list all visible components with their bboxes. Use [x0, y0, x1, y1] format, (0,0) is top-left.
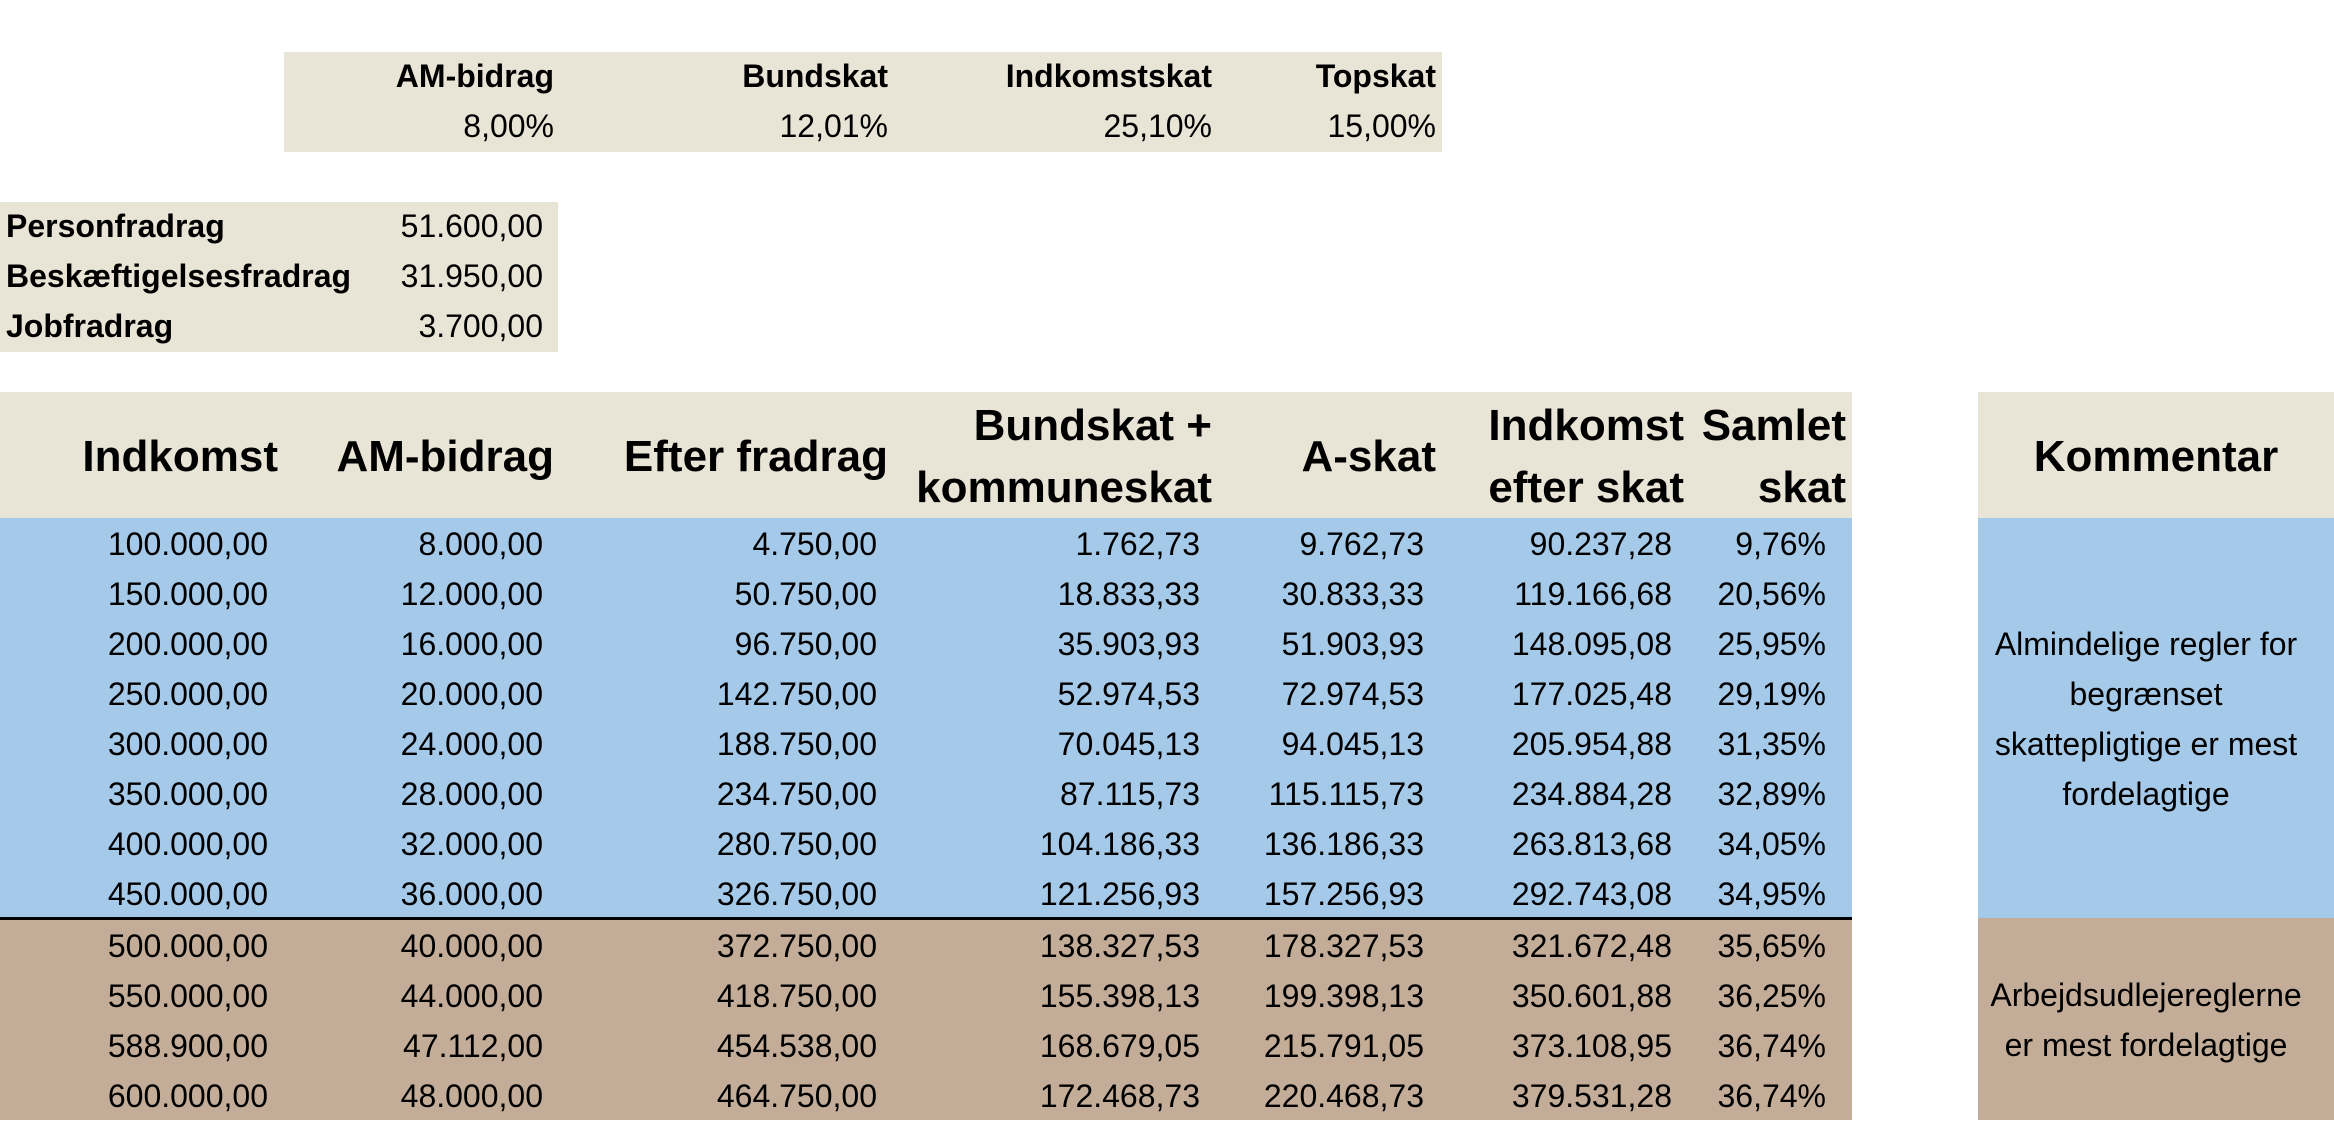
cell-a-skat: 157.256,93 — [1263, 876, 1424, 912]
deduction-value-beskaeftigelsesfradrag: 31.950,00 — [400, 258, 543, 294]
cell-am-bidrag: 32.000,00 — [400, 826, 543, 862]
cell-a-skat: 9.762,73 — [1299, 526, 1424, 562]
deduction-label-beskaeftigelsesfradrag: Beskæftigelsesfradrag — [6, 258, 352, 294]
cell-efter-fradrag: 188.750,00 — [716, 726, 877, 762]
cell-efter-fradrag: 4.750,00 — [752, 526, 877, 562]
cell-indkomst-efter-skat: 177.025,48 — [1511, 676, 1672, 712]
cell-a-skat: 220.468,73 — [1263, 1078, 1424, 1114]
cell-indkomst: 350.000,00 — [107, 776, 268, 812]
cell-indkomst: 100.000,00 — [107, 526, 268, 562]
cell-efter-fradrag: 464.750,00 — [716, 1078, 877, 1114]
cell-a-skat: 215.791,05 — [1263, 1028, 1424, 1064]
deduction-value-jobfradrag: 3.700,00 — [418, 308, 543, 344]
header-bundskat-line2: kommuneskat — [916, 463, 1212, 512]
rate-value-indkomstskat: 25,10% — [1103, 108, 1212, 144]
cell-indkomst: 600.000,00 — [107, 1078, 268, 1114]
header-samlet-line2: skat — [1757, 463, 1846, 512]
cell-indkomst: 450.000,00 — [107, 876, 268, 912]
cell-indkomst-efter-skat: 234.884,28 — [1511, 776, 1672, 812]
cell-am-bidrag: 44.000,00 — [400, 978, 543, 1014]
deduction-value-personfradrag: 51.600,00 — [400, 208, 543, 244]
comment-blue-line: begrænset — [2069, 676, 2223, 712]
cell-indkomst-efter-skat: 148.095,08 — [1511, 626, 1672, 662]
rate-value-bundskat: 12,01% — [779, 108, 888, 144]
cell-indkomst-efter-skat: 350.601,88 — [1511, 978, 1672, 1014]
cell-a-skat: 94.045,13 — [1281, 726, 1424, 762]
comment-blue-line: fordelagtige — [2062, 776, 2230, 812]
cell-am-bidrag: 24.000,00 — [400, 726, 543, 762]
cell-indkomst-efter-skat: 292.743,08 — [1511, 876, 1672, 912]
header-samlet-line1: Samlet — [1701, 401, 1846, 450]
comment-blue-line: Almindelige regler for — [1994, 626, 2298, 662]
cell-samlet-skat: 29,19% — [1717, 676, 1826, 712]
cell-indkomst: 250.000,00 — [107, 676, 268, 712]
cell-bundskat-kommuneskat: 168.679,05 — [1039, 1028, 1200, 1064]
cell-samlet-skat: 36,25% — [1717, 978, 1826, 1014]
cell-bundskat-kommuneskat: 52.974,53 — [1057, 676, 1200, 712]
cell-am-bidrag: 47.112,00 — [403, 1028, 543, 1064]
cell-am-bidrag: 12.000,00 — [400, 576, 543, 612]
cell-efter-fradrag: 234.750,00 — [716, 776, 877, 812]
cell-am-bidrag: 16.000,00 — [400, 626, 543, 662]
cell-efter-fradrag: 454.538,00 — [716, 1028, 877, 1064]
cell-efter-fradrag: 418.750,00 — [716, 978, 877, 1014]
cell-efter-fradrag: 50.750,00 — [734, 576, 877, 612]
cell-bundskat-kommuneskat: 18.833,33 — [1057, 576, 1200, 612]
cell-samlet-skat: 34,05% — [1717, 826, 1826, 862]
rate-header-indkomstskat: Indkomstskat — [1005, 58, 1212, 94]
comment-blue-line: skattepligtige er mest — [1994, 726, 2298, 762]
comment-brown-line: Arbejdsudlejereglerne — [1990, 977, 2302, 1013]
cell-bundskat-kommuneskat: 138.327,53 — [1039, 928, 1200, 964]
cell-a-skat: 115.115,73 — [1268, 776, 1424, 812]
header-indkomst-efter-line2: efter skat — [1488, 463, 1684, 512]
header-indkomst: Indkomst — [82, 432, 278, 481]
cell-bundskat-kommuneskat: 155.398,13 — [1039, 978, 1200, 1014]
cell-indkomst: 500.000,00 — [107, 928, 268, 964]
header-kommentar: Kommentar — [2033, 432, 2279, 481]
cell-bundskat-kommuneskat: 87.115,73 — [1060, 776, 1200, 812]
cell-am-bidrag: 8.000,00 — [418, 526, 543, 562]
cell-efter-fradrag: 142.750,00 — [716, 676, 877, 712]
cell-indkomst: 400.000,00 — [107, 826, 268, 862]
cell-efter-fradrag: 96.750,00 — [734, 626, 877, 662]
rate-value-topskat: 15,00% — [1327, 108, 1436, 144]
cell-a-skat: 178.327,53 — [1263, 928, 1424, 964]
header-efter-fradrag: Efter fradrag — [623, 432, 888, 481]
cell-bundskat-kommuneskat: 172.468,73 — [1039, 1078, 1200, 1114]
cell-am-bidrag: 28.000,00 — [400, 776, 543, 812]
cell-samlet-skat: 36,74% — [1717, 1028, 1826, 1064]
cell-a-skat: 199.398,13 — [1263, 978, 1424, 1014]
cell-efter-fradrag: 280.750,00 — [716, 826, 877, 862]
header-am-bidrag: AM-bidrag — [336, 432, 554, 481]
comment-blue-text — [1978, 619, 2314, 819]
cell-indkomst-efter-skat: 205.954,88 — [1511, 726, 1672, 762]
cell-indkomst-efter-skat: 373.108,95 — [1511, 1028, 1672, 1064]
cell-samlet-skat: 9,76% — [1735, 526, 1826, 562]
cell-samlet-skat: 34,95% — [1717, 876, 1826, 912]
cell-bundskat-kommuneskat: 35.903,93 — [1057, 626, 1200, 662]
cell-am-bidrag: 48.000,00 — [400, 1078, 543, 1114]
cell-indkomst: 550.000,00 — [107, 978, 268, 1014]
comment-brown-line: er mest fordelagtige — [2004, 1027, 2288, 1063]
cell-samlet-skat: 25,95% — [1717, 626, 1826, 662]
cell-indkomst: 300.000,00 — [107, 726, 268, 762]
header-bundskat-line1: Bundskat + — [973, 401, 1212, 450]
cell-a-skat: 136.186,33 — [1263, 826, 1424, 862]
cell-indkomst-efter-skat: 379.531,28 — [1511, 1078, 1672, 1114]
cell-samlet-skat: 31,35% — [1717, 726, 1826, 762]
header-a-skat: A-skat — [1301, 432, 1436, 481]
cell-am-bidrag: 40.000,00 — [400, 928, 543, 964]
cell-a-skat: 30.833,33 — [1281, 576, 1424, 612]
cell-am-bidrag: 36.000,00 — [400, 876, 543, 912]
cell-indkomst-efter-skat: 119.166,68 — [1514, 576, 1672, 612]
cell-bundskat-kommuneskat: 104.186,33 — [1039, 826, 1200, 862]
cell-indkomst-efter-skat: 263.813,68 — [1511, 826, 1672, 862]
cell-am-bidrag: 20.000,00 — [400, 676, 543, 712]
cell-indkomst: 588.900,00 — [107, 1028, 268, 1064]
rate-header-topskat: Topskat — [1315, 58, 1436, 94]
cell-bundskat-kommuneskat: 1.762,73 — [1075, 526, 1200, 562]
cell-samlet-skat: 35,65% — [1717, 928, 1826, 964]
comment-brown-text — [1978, 970, 2314, 1070]
rate-header-am-bidrag: AM-bidrag — [395, 58, 554, 94]
cell-samlet-skat: 20,56% — [1717, 576, 1826, 612]
cell-a-skat: 51.903,93 — [1281, 626, 1424, 662]
rate-header-bundskat: Bundskat — [742, 58, 888, 94]
deduction-label-personfradrag: Personfradrag — [6, 208, 225, 244]
cell-efter-fradrag: 326.750,00 — [716, 876, 877, 912]
cell-indkomst-efter-skat: 321.672,48 — [1511, 928, 1672, 964]
rate-value-am-bidrag: 8,00% — [463, 108, 554, 144]
header-indkomst-efter-line1: Indkomst — [1488, 401, 1684, 450]
cell-samlet-skat: 32,89% — [1717, 776, 1826, 812]
cell-bundskat-kommuneskat: 70.045,13 — [1057, 726, 1200, 762]
cell-samlet-skat: 36,74% — [1717, 1078, 1826, 1114]
cell-indkomst-efter-skat: 90.237,28 — [1529, 526, 1672, 562]
deduction-label-jobfradrag: Jobfradrag — [6, 308, 174, 344]
cell-indkomst: 150.000,00 — [107, 576, 268, 612]
cell-efter-fradrag: 372.750,00 — [716, 928, 877, 964]
cell-a-skat: 72.974,53 — [1281, 676, 1424, 712]
cell-indkomst: 200.000,00 — [107, 626, 268, 662]
cell-bundskat-kommuneskat: 121.256,93 — [1039, 876, 1200, 912]
